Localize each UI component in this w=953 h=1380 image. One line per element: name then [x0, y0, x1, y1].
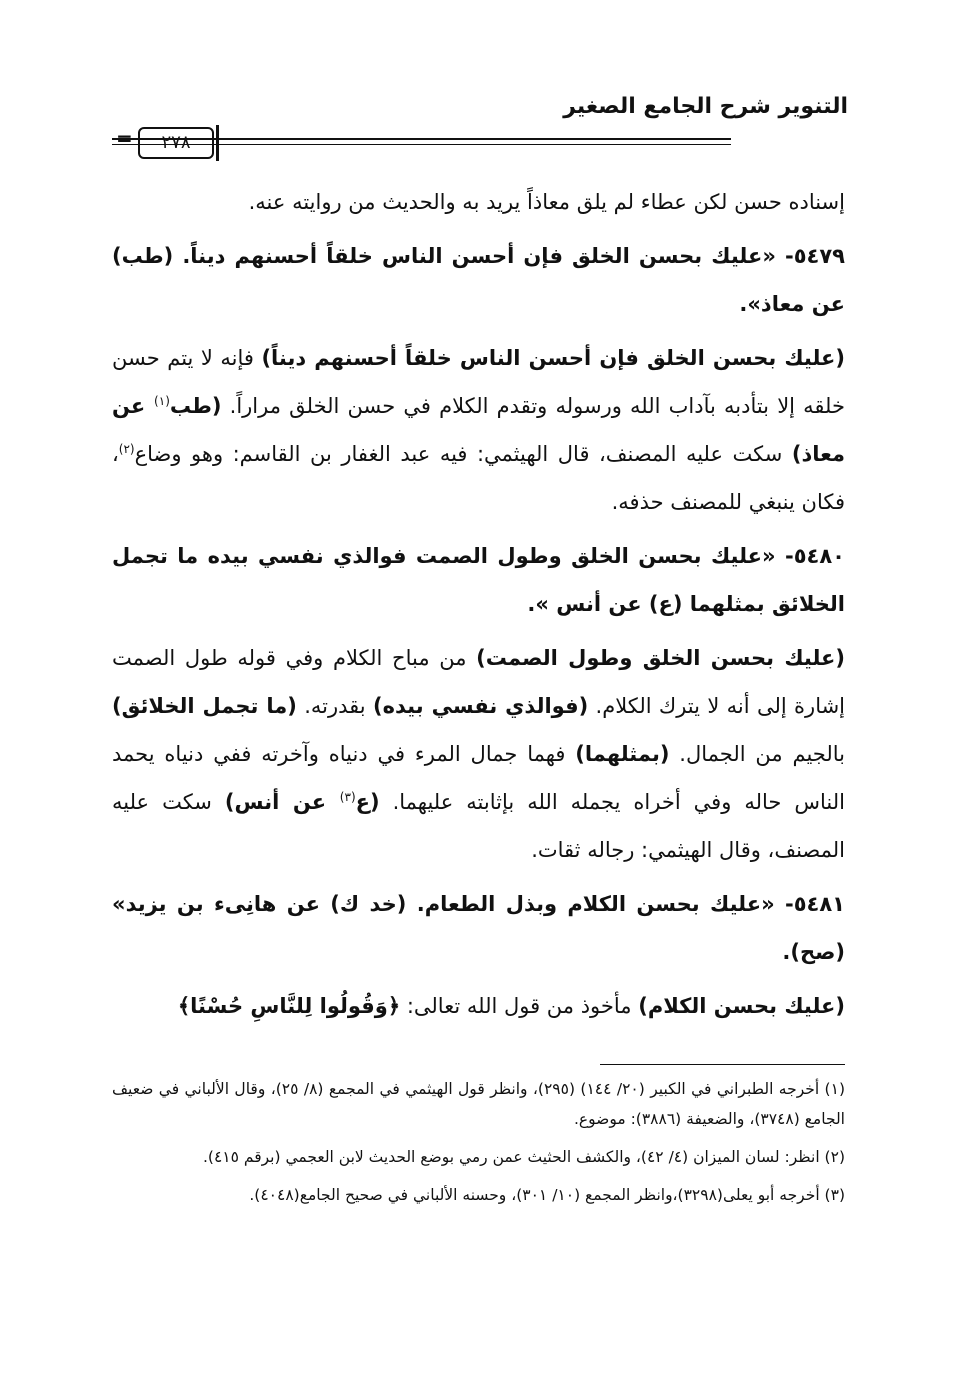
- quoted-phrase: (بمثلهما): [575, 742, 670, 766]
- source-narrator: عن أنس): [224, 790, 340, 814]
- commentary-text: بقدرته.: [296, 694, 374, 718]
- footnote-1: (١) أخرجه الطبراني في الكبير (٢٠/ ١٤٤) (٢٩٥)، وانظر قول الهيثمي في المجمع (٨/ ٢٥)، وقال الألباني في ضعيف الجامع (٣٧٤٨)، والضعيفة (٣٨٨٦): موضوع.: [112, 1080, 845, 1128]
- commentary-text: مأخوذ من قول الله تعالى:: [400, 994, 639, 1018]
- quoted-phrase: (ما تجمل الخلائق): [112, 694, 297, 718]
- footnotes: [112, 1074, 845, 1218]
- source-code: (ع: [355, 790, 380, 814]
- quran-verse: ﴿وَقُولُوا لِلنَّاسِ حُسْنًا﴾: [177, 994, 401, 1018]
- footnote-2: (٢) انظر: لسان الميزان (٤/ ٤٢)، والكشف الحثيث عمن رمي بوضع الحديث لابن العجمي (برقم ٤١٥).: [203, 1148, 845, 1166]
- quoted-phrase: (عليك بحسن الخلق وطول الصمت): [476, 646, 845, 670]
- commentary-text: سكت عليه المصنف، وقال الهيثمي: رجاله ثقات.: [112, 790, 845, 862]
- commentary-5481: [112, 982, 845, 1030]
- footnote-ref-3[interactable]: (٣): [339, 790, 356, 804]
- hadith-5480: ٥٤٨٠- «عليك بحسن الخلق وطول الصمت فوالذي نفسي بيده ما تجمل الخلائق بمثلهما (ع) عن أنس ».: [112, 544, 845, 616]
- source-code: (طب: [169, 394, 222, 418]
- footnote-ref-1[interactable]: (١): [154, 394, 170, 408]
- commentary-text: فهما جمال المرء في دنياه وآخرته ففي دنياه يحمد الناس حاله وفي أخراه يجمله الله بإثابته عليهما.: [112, 742, 845, 814]
- commentary-text: فإنه لا يتم حسن خلقه إلا بتأدبه بآداب الله ورسوله وتقدم الكلام في حسن الخلق مراراً.: [112, 346, 845, 418]
- hadith-5479: ٥٤٧٩- «عليك بحسن الخلق فإن أحسن الناس خلقاً أحسنهم ديناً. (طب) عن معاذ».: [112, 244, 845, 316]
- source-narrator: عن معاذ): [112, 394, 845, 466]
- paragraph-continuation: إسناده حسن لكن عطاء لم يلق معاذاً يريد به والحديث من روايته عنه.: [248, 190, 845, 214]
- footnote-ref-2[interactable]: (٢): [118, 442, 135, 456]
- commentary-text: ، فكان ينبغي للمصنف حذفه.: [112, 442, 845, 514]
- footnote-3: (٣) أخرجه أبو يعلى(٣٢٩٨)،وانظر المجمع (١٠/ ٣٠١)، وحسنه الألباني في صحيح الجامع(٤٠٤٨).: [249, 1186, 845, 1204]
- hadith-5481: ٥٤٨١- «عليك بحسن الكلام وبذل الطعام. (خد ك) عن هانِىء بن يزيد» (صح).: [112, 892, 845, 964]
- commentary-text: بالجيم من الجمال.: [669, 742, 845, 766]
- header-left-mark: =: [116, 126, 133, 150]
- page-number: ٢٧٨: [138, 127, 214, 159]
- commentary-text: من مباح الكلام وفي قوله طول الصمت إشارة إلى أنه لا يترك الكلام.: [112, 646, 846, 718]
- quoted-phrase: (عليك بحسن الخلق فإن أحسن الناس خلقاً أحسنهم ديناً): [261, 346, 845, 370]
- quoted-phrase: (فوالذي نفسي بيده): [373, 694, 589, 718]
- footnote-separator: [600, 1064, 845, 1065]
- commentary-5480: [112, 634, 845, 874]
- running-title: التنوير شرح الجامع الصغير: [563, 94, 848, 119]
- commentary-5479: [112, 334, 845, 526]
- commentary-text: سكت عليه المصنف، قال الهيثمي: فيه عبد الغفار بن القاسم: وهو وضاع: [134, 442, 792, 466]
- main-text: [112, 178, 845, 1036]
- quoted-phrase: (عليك بحسن الكلام): [638, 994, 845, 1018]
